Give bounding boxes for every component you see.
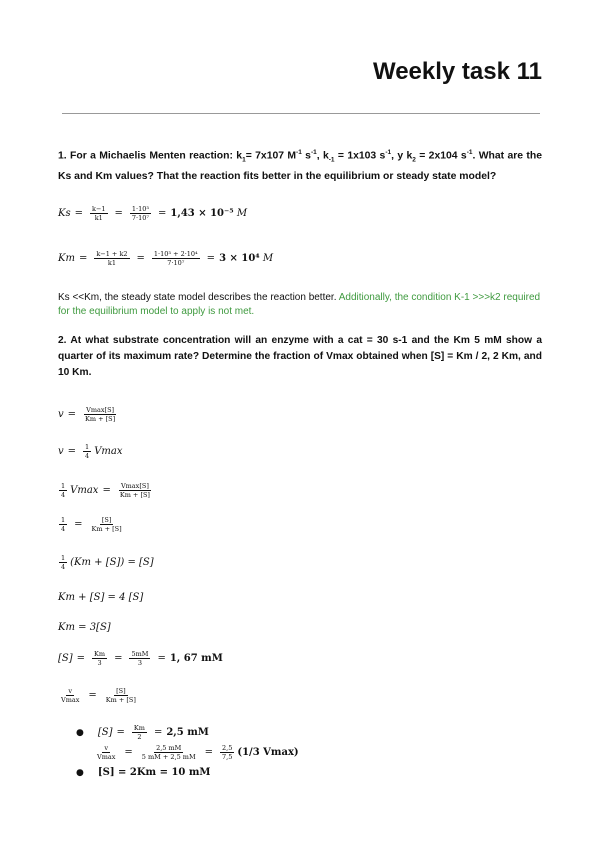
equation-6: Km + [S] = 4 [S] xyxy=(58,592,144,603)
bullet-1: ● [S] = $\frac{Km}{2}$ = 2,5 mM xyxy=(76,724,209,741)
km-equation: Km = $\frac{k-1 + k2}{k1}$ = $\frac{\text{1·10³ + 2·10⁴}}{\text{7·10⁷}}$ = 3 × 10⁴ M xyxy=(58,250,274,267)
equation-5: $\frac{1}{4}$ (Km + [S]) = [S] xyxy=(61,554,154,571)
bullet-2: ● [S] = 2Km = 10 mM xyxy=(76,767,211,778)
page-title: Weekly task 11 xyxy=(372,58,542,85)
question-2: 2. At what substrate concentration will an enzyme with a cat = 30 s-1 and the Km 5 mM show a quarter of its maximum rate? Determine the fraction of Vmax obtained when [S] = Km / 2, 2 Km, and 10 Km. xyxy=(58,335,542,378)
question-1: 1. For a Michaelis Menten reaction: $k_1= 7x107$ $M^{-1}$ $s^{-1}$, $k_{-1} = 1x103$ $s^{-1}$, y $k_2 = 2x104$ $s^{-1}$. What are the Ks and Km values? That the reaction fits better in the equilibrium or steady state model? xyxy=(58,149,543,182)
equation-3: $\frac{1}{4}$ Vmax = $\frac{Vmax[S]}{Km + [S]}$ xyxy=(61,482,150,499)
equation-4: $\frac{1}{4}$ = $\frac{[S]}{Km + [S]}$ xyxy=(61,516,122,533)
equation-9: $\frac{v}{Vmax}$ = $\frac{[S]}{Km + [S]}$ xyxy=(61,687,136,704)
title-divider xyxy=(62,113,540,114)
bullet-1-fraction: $\frac{v}{Vmax}$ = $\frac{2,5 mM}{5 mM + 2,5 mM}$ = $\frac{2,5}{7,5}$ (1/3 Vmax) xyxy=(97,744,299,761)
ks-equation: Ks = $\frac{k-1}{k1}$ = $\frac{\text{1·10³}}{\text{7·10⁷}}$ = 1,43 × 10⁻⁵ M xyxy=(58,205,248,222)
equation-1: v = $\frac{Vmax[S]}{Km + [S]}$ xyxy=(58,406,116,423)
equation-7: Km = 3[S] xyxy=(58,622,111,633)
answer-1-main: Ks <<Km, the steady state model describes the reaction better. xyxy=(58,292,337,303)
equation-8: [S] = $\frac{Km}{3}$ = $\frac{5mM}{3}$ = 1, 67 mM xyxy=(58,650,223,667)
answer-1-note: Additionally, the condition K-1 >>>k2 required for the equilibrium model to apply is not met. xyxy=(58,292,541,317)
equation-2: v = $\frac{1}{4}$ Vmax xyxy=(58,443,123,460)
answer-1 xyxy=(58,291,544,319)
